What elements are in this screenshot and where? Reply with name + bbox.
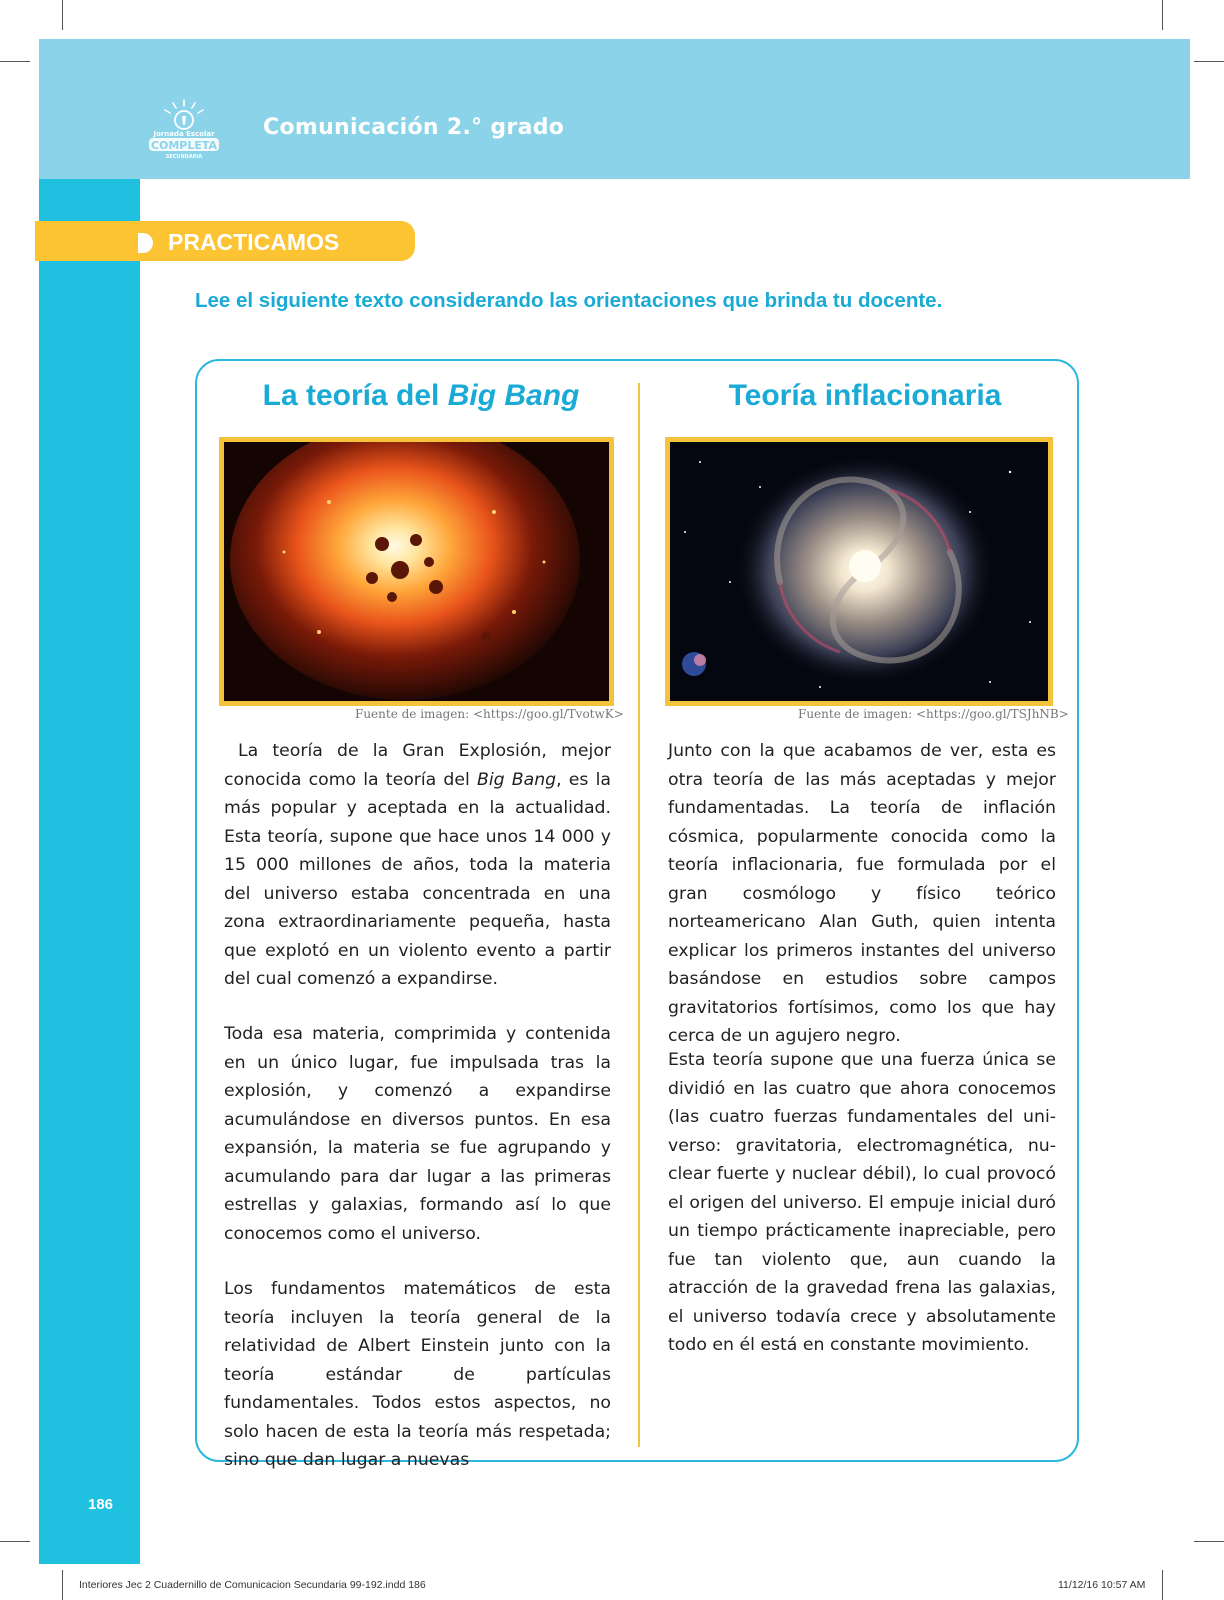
left-image-source: Fuente de imagen: <https://goo.gl/TvotwK> <box>355 707 624 721</box>
galaxy-image <box>665 437 1053 706</box>
column-divider <box>638 383 640 1447</box>
big-bang-image <box>219 437 614 706</box>
left-sidebar-band <box>39 179 140 1564</box>
instruction-text: Lee el siguiente texto considerando las orientaciones que brinda tu docente. <box>195 289 943 312</box>
left-paragraph-1: La teoría de la Gran Explosión, mejor conocida como la teoría del Big Bang, es la más popular y aceptada en la actualidad. Esta teoría, supone que hace unos 14 000 y 15 000 millones de años, toda la materia del universo estaba concentrada en una zona extraordinariamente pequeña, hasta que explotó en un violento evento a partir del cual comenzó a expandirse. <box>224 741 611 989</box>
left-column-title <box>222 379 620 413</box>
svg-text:Jornada Escolar: Jornada Escolar <box>153 130 215 138</box>
left-paragraph-3: Los fundamentos matemáticos de esta teoría incluyen la teoría general de la relatividad de Albert Einstein junto con la teoría estándar de partículas fundamentales. Todos estos aspectos, no solo hacen de esta la teoría más respetada; sino que dan lugar a nuevas <box>224 1279 611 1470</box>
crop-mark <box>0 61 30 62</box>
right-column-title: Teoría inflacionaria <box>728 379 1002 412</box>
left-title-emphasis: Big Bang <box>447 379 580 412</box>
footer-file-info: Interiores Jec 2 Cuadernillo de Comunicacion Secundaria 99-192.indd 186 <box>79 1579 426 1591</box>
svg-text:COMPLETA: COMPLETA <box>150 139 218 152</box>
footer-date-info: 11/12/16 10:57 AM <box>1058 1579 1146 1591</box>
crop-mark <box>0 1541 30 1542</box>
section-tab-label: PRACTICAMOS <box>168 229 340 255</box>
left-title-prefix: La teoría del <box>262 379 448 412</box>
right-paragraph-1: Junto con la que acabamos de ver, esta es otra teoría de las más aceptadas y mejor fundamentadas. La teoría de inflación cósmica, popularmente conocida como la teoría inflacionaria, fue formulada por el gran cosmólogo y físico teórico norteamericano Alan Guth, quien intenta explicar los primeros instantes del universo basándose en estudios sobre campos gravitatorios fortísimos, como los que hay cerca de un agujero negro. <box>668 741 1056 1046</box>
crop-mark <box>1194 61 1224 62</box>
crop-mark <box>62 1570 63 1600</box>
jornada-escolar-logo <box>143 98 225 160</box>
left-paragraph-2: Toda esa materia, comprimida y contenida en un único lugar, fue impulsada tras la explosión, y comenzó a expandirse acumulándose en diversos puntos. En esa expansión, la materia se fue agrupando y acumulando para dar lugar a las primeras estrellas y galaxias, formando así lo que conocemos como el universo. <box>224 1024 611 1244</box>
right-image-source: Fuente de imagen: <https://goo.gl/TSJhNB> <box>798 707 1069 721</box>
page-number: 186 <box>88 1496 114 1513</box>
crop-mark <box>1162 1570 1163 1600</box>
header-title: Comunicación 2.° grado <box>263 115 565 140</box>
crop-mark <box>62 0 63 30</box>
svg-text:SECUNDARIA: SECUNDARIA <box>165 154 203 160</box>
big-bang-emphasis: Big Bang <box>477 769 557 790</box>
crop-mark <box>1194 1541 1224 1542</box>
crop-mark <box>1162 0 1163 30</box>
right-paragraph-2: Esta teoría supone que una fuerza única se dividió en las cuatro que ahora conocemos (las cuatro fuerzas fundamentales del universo: gravitatoria, electromagnética, nuclear fuerte y nuclear débil), lo cual provocó el origen del universo. El empuje inicial duró un tiempo prácticamente inapreciable, pero fue tan violento que, aun cuando la atracción de la gravedad frena las galaxias, el universo todavía crece y absolutamente todo en él está en constante movimiento. <box>668 1050 1056 1355</box>
